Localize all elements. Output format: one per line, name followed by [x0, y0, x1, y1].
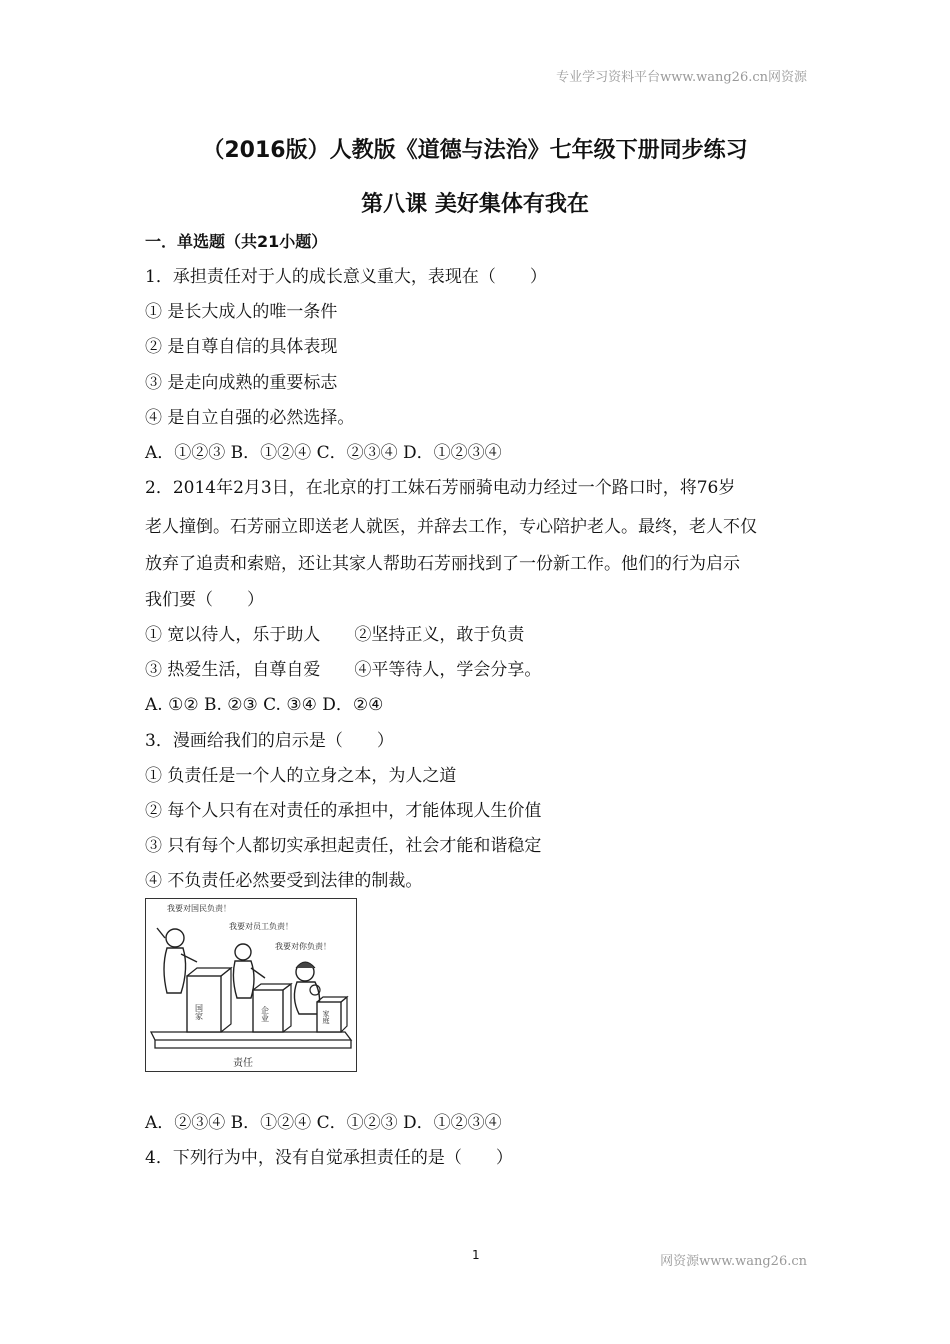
box-label-enterprise: 企业	[260, 1006, 270, 1022]
header-watermark: 专业学习资料平台www.wang26.cn网资源	[556, 70, 807, 85]
cartoon-caption: 责任	[233, 1058, 253, 1069]
q3-item-4: ④ 不负责任必然要受到法律的制裁。	[145, 871, 423, 891]
q1-item-2: ② 是自尊自信的具体表现	[145, 337, 338, 357]
q2-stem-line-3: 放弃了追责和索赔，还让其家人帮助石芳丽找到了一份新工作。他们的行为启示	[145, 554, 740, 574]
q3-options: A．②③④ B．①②④ C．①②③ D．①②③④	[145, 1113, 502, 1133]
q2-stem-line-2: 老人撞倒。石芳丽立即送老人就医，并辞去工作，专心陪护老人。最终，老人不仅	[145, 517, 757, 537]
document-title: （2016版）人教版《道德与法治》七年级下册同步练习	[202, 138, 748, 163]
box-label-nation: 国家	[194, 1004, 204, 1020]
lesson-title: 第八课 美好集体有我在	[361, 192, 589, 217]
footer-watermark: 网资源www.wang26.cn	[660, 1254, 807, 1269]
q3-stem: 3．漫画给我们的启示是（ ）	[145, 731, 394, 751]
q2-stem-line-4: 我们要（ ）	[145, 590, 264, 610]
q3-item-1: ① 负责任是一个人的立身之本，为人之道	[145, 766, 457, 786]
q4-stem: 4．下列行为中，没有自觉承担责任的是（ ）	[145, 1148, 513, 1168]
section-heading: 一．单选题（共21小题）	[145, 232, 328, 251]
q2-items-1-2: ① 宽以待人，乐于助人 ②坚持正义，敢于负责	[145, 625, 525, 645]
q3-item-2: ② 每个人只有在对责任的承担中，才能体现人生价值	[145, 801, 542, 821]
q2-items-3-4: ③ 热爱生活，自尊自爱 ④平等待人，学会分享。	[145, 660, 542, 680]
q1-item-1: ① 是长大成人的唯一条件	[145, 302, 338, 322]
speech-family: 我要对你负责！	[275, 942, 331, 951]
q2-options: A. ①② B. ②③ C. ③④ D．②④	[145, 695, 384, 715]
q1-item-4: ④ 是自立自强的必然选择。	[145, 408, 355, 428]
page-number: 1	[472, 1248, 480, 1262]
speech-nation: 我要对国民负责！	[167, 904, 231, 913]
speech-employees: 我要对员工负责！	[229, 922, 293, 931]
responsibility-cartoon	[145, 898, 357, 1072]
q1-stem: 1．承担责任对于人的成长意义重大，表现在（ ）	[145, 267, 547, 287]
q1-options: A．①②③ B．①②④ C．②③④ D．①②③④	[145, 443, 502, 463]
q1-item-3: ③ 是走向成熟的重要标志	[145, 373, 338, 393]
q3-item-3: ③ 只有每个人都切实承担起责任，社会才能和谐稳定	[145, 836, 542, 856]
box-label-family: 家庭	[322, 1010, 330, 1024]
q2-stem-line-1: 2．2014年2月3日，在北京的打工妹石芳丽骑电动力经过一个路口时，将76岁	[145, 478, 736, 498]
